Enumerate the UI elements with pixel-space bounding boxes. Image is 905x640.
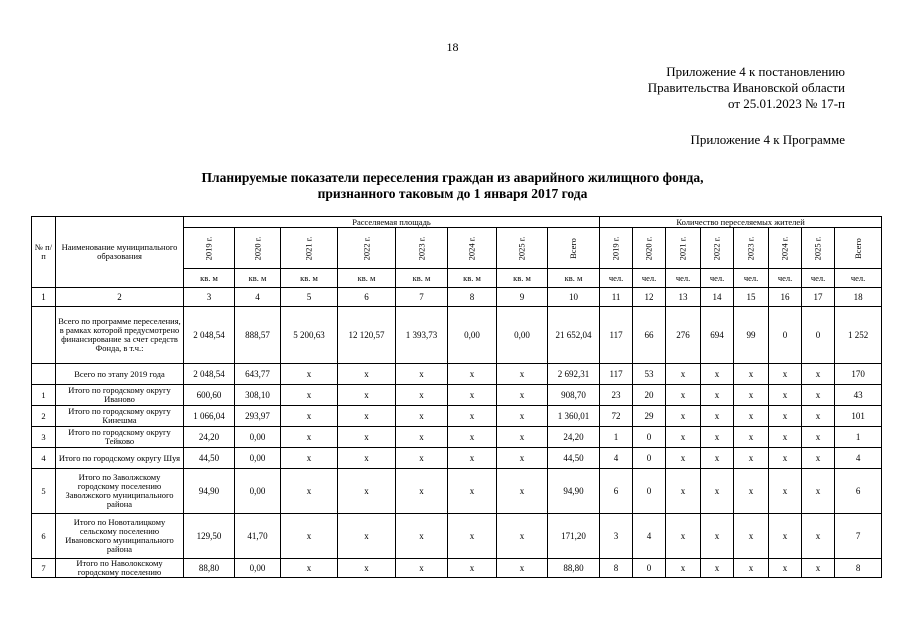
column-number: 4 [235,288,281,307]
people-value: x [769,469,802,514]
area-value: 293,97 [235,406,281,427]
people-value: x [802,385,835,406]
area-group-header: Расселяемая площадь [184,217,600,228]
people-value: x [802,448,835,469]
unit-area: кв. м [338,269,396,288]
year-label: 2025 г. [812,236,823,260]
people-value: 101 [835,406,882,427]
area-value: x [281,364,338,385]
area-value: x [338,559,396,578]
area-value: x [448,514,497,559]
column-number: 2 [56,288,184,307]
area-value: x [448,469,497,514]
area-value: x [338,469,396,514]
area-value: 0,00 [235,559,281,578]
area-value: 88,80 [548,559,600,578]
table-row [32,406,882,427]
area-value: x [338,514,396,559]
people-value: 276 [666,307,701,364]
area-value: x [281,385,338,406]
area-value: 600,60 [184,385,235,406]
people-value: x [769,559,802,578]
unit-area: кв. м [396,269,448,288]
people-value: 694 [701,307,734,364]
people-value: x [802,406,835,427]
area-value: x [281,427,338,448]
area-value: x [448,427,497,448]
year-label: 2022 г. [711,236,722,260]
year-label: 2021 г. [303,236,314,260]
resettlement-table [31,216,882,578]
people-value: x [769,364,802,385]
area-year-header [448,228,497,269]
table-row [32,385,882,406]
people-year-header [600,228,633,269]
area-value: 643,77 [235,364,281,385]
people-value: x [769,385,802,406]
people-year-header [666,228,701,269]
area-value: x [281,469,338,514]
area-value: 94,90 [548,469,600,514]
area-value: x [448,385,497,406]
area-value: x [281,406,338,427]
people-value: x [666,427,701,448]
people-value: x [769,427,802,448]
people-value: x [769,448,802,469]
area-value: x [281,559,338,578]
area-value: 0,00 [235,427,281,448]
area-value: 2 048,54 [184,307,235,364]
municipality-name: Итого по городскому округу Шуя [56,448,184,469]
people-value: x [666,469,701,514]
year-label: Всего [568,237,579,259]
people-year-header [734,228,769,269]
year-label: 2020 г. [252,236,262,260]
people-value: x [666,364,701,385]
area-value: 1 066,04 [184,406,235,427]
people-value: x [701,514,734,559]
column-number: 15 [734,288,769,307]
area-value: x [448,364,497,385]
area-value: 0,00 [235,469,281,514]
area-value: 94,90 [184,469,235,514]
unit-people: чел. [633,269,666,288]
municipality-name: Итого по Наволокскому городскому поселению [56,559,184,578]
table-row [32,427,882,448]
column-number: 13 [666,288,701,307]
people-value: 66 [633,307,666,364]
area-value: 2 692,31 [548,364,600,385]
people-value: 1 252 [835,307,882,364]
people-value: x [666,559,701,578]
unit-area: кв. м [548,269,600,288]
people-value: 0 [802,307,835,364]
row-number: 5 [32,469,56,514]
area-value: 41,70 [235,514,281,559]
area-value: x [338,364,396,385]
people-value: 0 [769,307,802,364]
col-num-header: № п/п [32,217,56,288]
column-number: 6 [338,288,396,307]
area-value: 308,10 [235,385,281,406]
area-value: 0,00 [235,448,281,469]
area-year-header [235,228,281,269]
people-value: x [666,448,701,469]
people-value: x [802,364,835,385]
people-value: 7 [835,514,882,559]
people-value: x [734,559,769,578]
area-value: x [338,406,396,427]
people-value: 23 [600,385,633,406]
area-value: 21 652,04 [548,307,600,364]
row-number: 3 [32,427,56,448]
area-value: 171,20 [548,514,600,559]
column-number: 8 [448,288,497,307]
year-label: 2025 г. [516,236,527,260]
municipality-name: Итого по Заволжскому городскому поселению Заволжского муниципального района [56,469,184,514]
people-value: 8 [835,559,882,578]
people-value: 29 [633,406,666,427]
area-value: x [396,559,448,578]
people-value: 0 [633,469,666,514]
people-value: x [769,406,802,427]
area-value: x [396,385,448,406]
area-value: 44,50 [184,448,235,469]
area-value: 1 360,01 [548,406,600,427]
municipality-name: Всего по этапу 2019 года [56,364,184,385]
people-value: 117 [600,364,633,385]
unit-people: чел. [600,269,633,288]
unit-area: кв. м [235,269,281,288]
column-number: 12 [633,288,666,307]
row-number: 1 [32,385,56,406]
unit-area: кв. м [497,269,548,288]
column-number: 3 [184,288,235,307]
area-year-header [548,228,600,269]
area-value: 12 120,57 [338,307,396,364]
people-value: x [734,448,769,469]
column-number: 7 [396,288,448,307]
column-number: 9 [497,288,548,307]
people-value: x [734,427,769,448]
people-value: 170 [835,364,882,385]
area-value: x [497,385,548,406]
appendix-decree-line: Правительства Ивановской области [647,80,845,95]
unit-people: чел. [734,269,769,288]
area-value: x [396,427,448,448]
people-value: x [734,385,769,406]
row-number: 7 [32,559,56,578]
municipality-name: Итого по городскому округу Иваново [56,385,184,406]
area-value: x [497,448,548,469]
municipality-name: Итого по городскому округу Кинешма [56,406,184,427]
title-line: Планируемые показатели переселения граждан из аварийного жилищного фонда, [201,170,704,185]
area-value: 888,57 [235,307,281,364]
people-year-header [802,228,835,269]
people-value: x [802,427,835,448]
area-value: x [448,406,497,427]
area-value: x [338,448,396,469]
people-value: x [734,514,769,559]
area-value: x [338,385,396,406]
document-title [0,170,905,202]
unit-people: чел. [769,269,802,288]
people-value: 0 [633,448,666,469]
area-value: x [396,364,448,385]
area-value: 0,00 [448,307,497,364]
table-row [32,559,882,578]
unit-people: чел. [666,269,701,288]
area-value: 129,50 [184,514,235,559]
year-label: 2021 г. [677,236,688,260]
year-label: Всего [852,237,863,259]
people-group-header: Количество переселяемых жителей [600,217,882,228]
unit-area: кв. м [281,269,338,288]
people-value: x [701,364,734,385]
column-numbers-row [32,288,882,307]
people-value: x [734,469,769,514]
municipality-name: Всего по программе переселения, в рамках которой предусмотрено финансирование за счет средств Фонда, в т.ч.: [56,307,184,364]
year-label: 2024 г. [779,236,790,260]
area-year-header [281,228,338,269]
people-value: x [701,559,734,578]
table-row [32,307,882,364]
column-number: 1 [32,288,56,307]
title-line: признанного таковым до 1 января 2017 года [317,186,588,201]
people-value: x [802,559,835,578]
unit-people: чел. [802,269,835,288]
table-row [32,448,882,469]
row-number: 4 [32,448,56,469]
column-number: 14 [701,288,734,307]
area-value: 24,20 [548,427,600,448]
area-year-header [396,228,448,269]
unit-people: чел. [835,269,882,288]
area-year-header [184,228,235,269]
people-value: x [666,406,701,427]
table-row [32,469,882,514]
area-value: x [497,469,548,514]
unit-people: чел. [701,269,734,288]
people-value: x [734,364,769,385]
people-year-header [835,228,882,269]
people-value: 3 [600,514,633,559]
year-label: 2022 г. [361,236,371,260]
area-value: x [497,364,548,385]
people-value: 0 [633,427,666,448]
people-value: 53 [633,364,666,385]
area-value: x [497,514,548,559]
people-value: 6 [835,469,882,514]
area-year-header [497,228,548,269]
area-value: 88,80 [184,559,235,578]
year-label: 2024 г. [466,236,477,260]
area-value: x [338,427,396,448]
column-number: 5 [281,288,338,307]
year-label: 2019 г. [203,236,214,260]
people-value: 0 [633,559,666,578]
people-value: x [666,514,701,559]
people-value: 99 [734,307,769,364]
people-value: 117 [600,307,633,364]
people-value: x [666,385,701,406]
people-value: 1 [835,427,882,448]
appendix-program: Приложение 4 к Программе [690,132,845,147]
people-value: 6 [600,469,633,514]
people-value: 20 [633,385,666,406]
people-value: 4 [633,514,666,559]
column-number: 18 [835,288,882,307]
area-value: x [396,406,448,427]
header-row [32,217,882,228]
people-year-header [633,228,666,269]
table-row [32,364,882,385]
column-number: 10 [548,288,600,307]
appendix-decree-line: от 25.01.2023 № 17-п [728,96,845,111]
people-value: x [802,469,835,514]
people-value: x [769,514,802,559]
column-number: 11 [600,288,633,307]
row-number [32,307,56,364]
people-year-header [769,228,802,269]
area-value: x [497,559,548,578]
area-value: 908,70 [548,385,600,406]
area-value: x [396,514,448,559]
unit-area: кв. м [448,269,497,288]
row-number [32,364,56,385]
people-value: 4 [835,448,882,469]
people-value: x [701,406,734,427]
people-value: 1 [600,427,633,448]
people-value: x [734,406,769,427]
area-value: 5 200,63 [281,307,338,364]
people-value: x [701,427,734,448]
municipality-name: Итого по Новоталицкому сельскому поселению Ивановского муниципального района [56,514,184,559]
col-name-header: Наименование муниципального образования [56,217,184,288]
people-value: 8 [600,559,633,578]
year-label: 2020 г. [643,236,654,260]
area-value: 1 393,73 [396,307,448,364]
people-value: 4 [600,448,633,469]
page-number: 18 [446,40,459,54]
year-label: 2023 г. [416,236,426,260]
people-value: x [701,448,734,469]
area-value: x [497,406,548,427]
area-year-header [338,228,396,269]
area-value: 44,50 [548,448,600,469]
row-number: 6 [32,514,56,559]
people-value: 43 [835,385,882,406]
people-value: x [701,469,734,514]
people-value: 72 [600,406,633,427]
area-value: x [281,448,338,469]
appendix-decree-line: Приложение 4 к постановлению [666,64,845,79]
area-value: x [497,427,548,448]
year-label: 2019 г. [610,236,621,260]
appendix-decree [648,64,845,112]
area-value: x [396,448,448,469]
area-value: x [448,559,497,578]
people-year-header [701,228,734,269]
column-number: 16 [769,288,802,307]
people-value: x [701,385,734,406]
people-value: x [802,514,835,559]
year-label: 2023 г. [745,236,756,260]
area-value: 2 048,54 [184,364,235,385]
column-number: 17 [802,288,835,307]
row-number: 2 [32,406,56,427]
table-row [32,514,882,559]
unit-area: кв. м [184,269,235,288]
area-value: 24,20 [184,427,235,448]
area-value: x [448,448,497,469]
area-value: 0,00 [497,307,548,364]
area-value: x [281,514,338,559]
area-value: x [396,469,448,514]
municipality-name: Итого по городскому округу Тейково [56,427,184,448]
